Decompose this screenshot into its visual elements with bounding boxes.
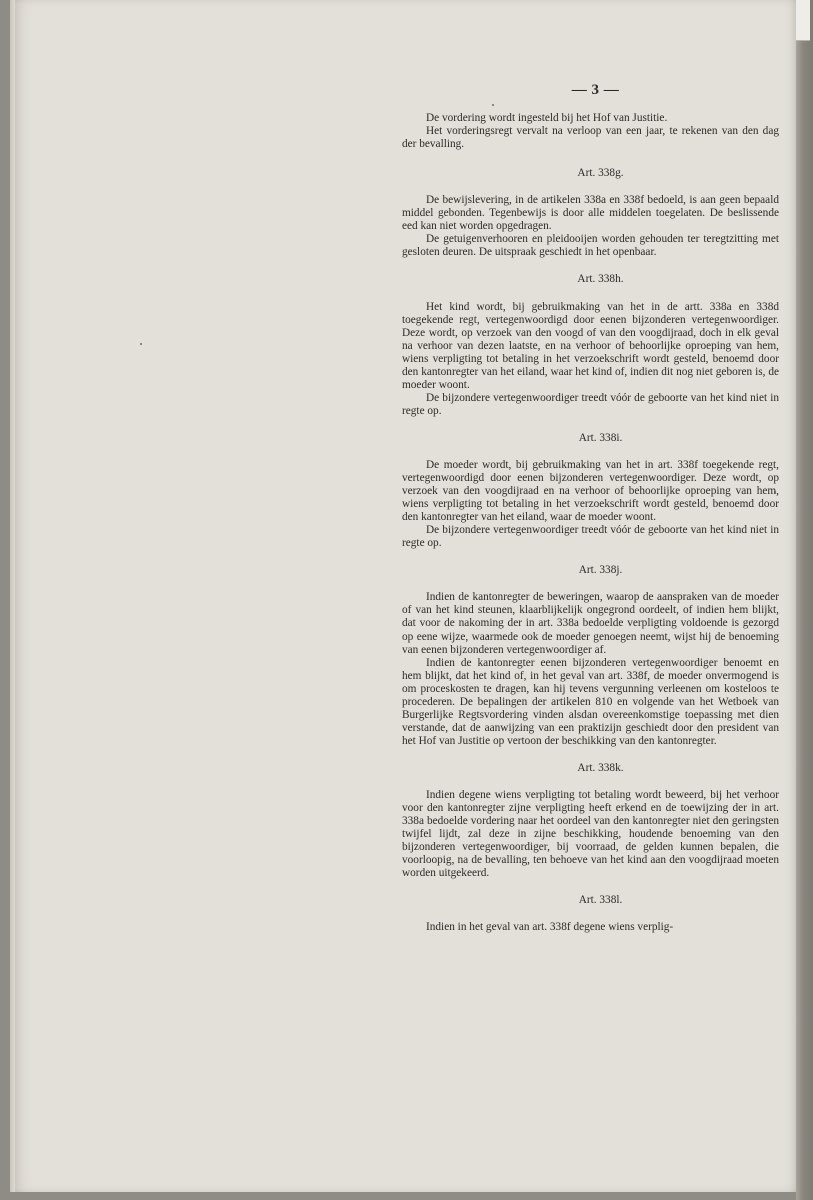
intro-paragraph-1: De vordering wordt ingesteld bij het Hof van Justitie. xyxy=(426,112,668,125)
page-corner xyxy=(796,0,810,41)
article-heading-338k: Art. 338k. xyxy=(577,761,624,774)
article-heading-338h: Art. 338h. xyxy=(577,273,624,286)
article-heading-338i: Art. 338i. xyxy=(578,431,623,444)
article-338g-paragraph-1: De bewijslevering, in de artikelen 338a en 338f bedoeld, is aan geen bepaald middel gebonden. Tegenbewijs is door alle middelen toegelaten. De beslissende eed kan niet worden opgedragen. xyxy=(402,194,779,233)
article-338i-paragraph-1: De moeder wordt, bij gebruikmaking van het in art. 338f toegekende regt, vertegenwoordigd door eenen bijzonderen vertegenwoordiger. Deze wordt, op verzoek van den voogdijraad en na verhoor of behoorlijke oproeping van hem, wiens verpligting tot betaling in het verzoekschrift wordt gesteld, benoemd door den kantonregter van het eiland, waar de moeder woont. xyxy=(402,458,779,524)
page-number: — 3 — xyxy=(571,82,620,98)
article-338h-paragraph-1: Het kind wordt, bij gebruikmaking van het in de artt. 338a en 338d toegekende regt, vertegenwoordigd door eenen bijzonderen vertegenwoordiger. Deze wordt, op verzoek van den voogd of van den voogdijraad, doch in elk geval na verhoor van dezen laatste, en na verhoor of behoorlijke oproeping van hem, wiens verpligting tot betaling in het verzoekschrift wordt gesteld, benoemd door den kantonregter van het eiland, waar het kind of, indien dit nog niet geboren is, de moeder woont. xyxy=(402,300,779,391)
article-338g-paragraph-2: De getuigenverhooren en pleidooijen worden gehouden ter teregtzitting met gesloten deuren. De uitspraak geschiedt in het openbaar. xyxy=(402,233,779,259)
page-left-edge xyxy=(10,0,15,1192)
article-338k-paragraph-1: Indien degene wiens verpligting tot betaling wordt beweerd, bij het verhoor voor den kantonregter zijne verpligting heeft erkend en de toewijzing der in art. 338a bedoelde vordering naar het oordeel van den kantonregter niet den geringsten twijfel lijdt, zal deze in zijne beschikking, houdende benoeming van den bijzonderen vertegenwoordiger, bij voorraad, de gelden kunnen bepalen, die voorloopig, na de bevalling, ten behoeve van het kind aan den voogdijraad moeten worden uitgekeerd. xyxy=(402,788,779,880)
article-338h-paragraph-2: De bijzondere vertegenwoordiger treedt vóór de geboorte van het kind niet in regte op. xyxy=(402,391,779,417)
article-heading-338l: Art. 338l. xyxy=(578,894,623,907)
article-338j-paragraph-2: Indien de kantonregter eenen bijzonderen vertegenwoordiger benoemt en hem blijkt, dat het kind of, in het geval van art. 338f, de moeder onvermogend is om proceskosten te dragen, kan hij tevens vergunning verleenen om kosteloos te procederen. De bepalingen der artikelen 810 en volgende van het Wetboek van Burgerlijke Regtsvordering vinden alsdan overeenkomstige toepassing met dien verstande, dat de aanwijzing van een praktizijn geschiedt door den president van het Hof van Justitie op vertoon der beschikking van den kantonregter. xyxy=(402,656,779,747)
article-338j-paragraph-1: Indien de kantonregter de beweringen, waarop de aanspraken van de moeder of van het kind steunen, klaarblijkelijk ongegrond oordeelt, of indien hem blijkt, dat voor de nakoming der in art. 338a bedoelde verpligting voldoende is gezorgd op eene wijze, waarmede ook de moeder genoegen neemt, wijst hij de benoeming van eenen bijzonderen vertegenwoordiger af. xyxy=(402,591,779,656)
scan-border xyxy=(796,0,813,1200)
intro-paragraph-2: Het vorderingsregt vervalt na verloop van een jaar, te rekenen van den dag der bevalling. xyxy=(402,125,779,151)
text-column xyxy=(402,84,779,934)
article-338l-paragraph-1: Indien in het geval van art. 338f degene wiens verplig- xyxy=(426,921,674,934)
article-heading-338j: Art. 338j. xyxy=(578,564,623,577)
article-heading-338g: Art. 338g. xyxy=(577,167,624,180)
article-338i-paragraph-2: De bijzondere vertegenwoordiger treedt vóór de geboorte van het kind niet in regte op. xyxy=(402,524,779,550)
paper-speck xyxy=(140,343,142,345)
